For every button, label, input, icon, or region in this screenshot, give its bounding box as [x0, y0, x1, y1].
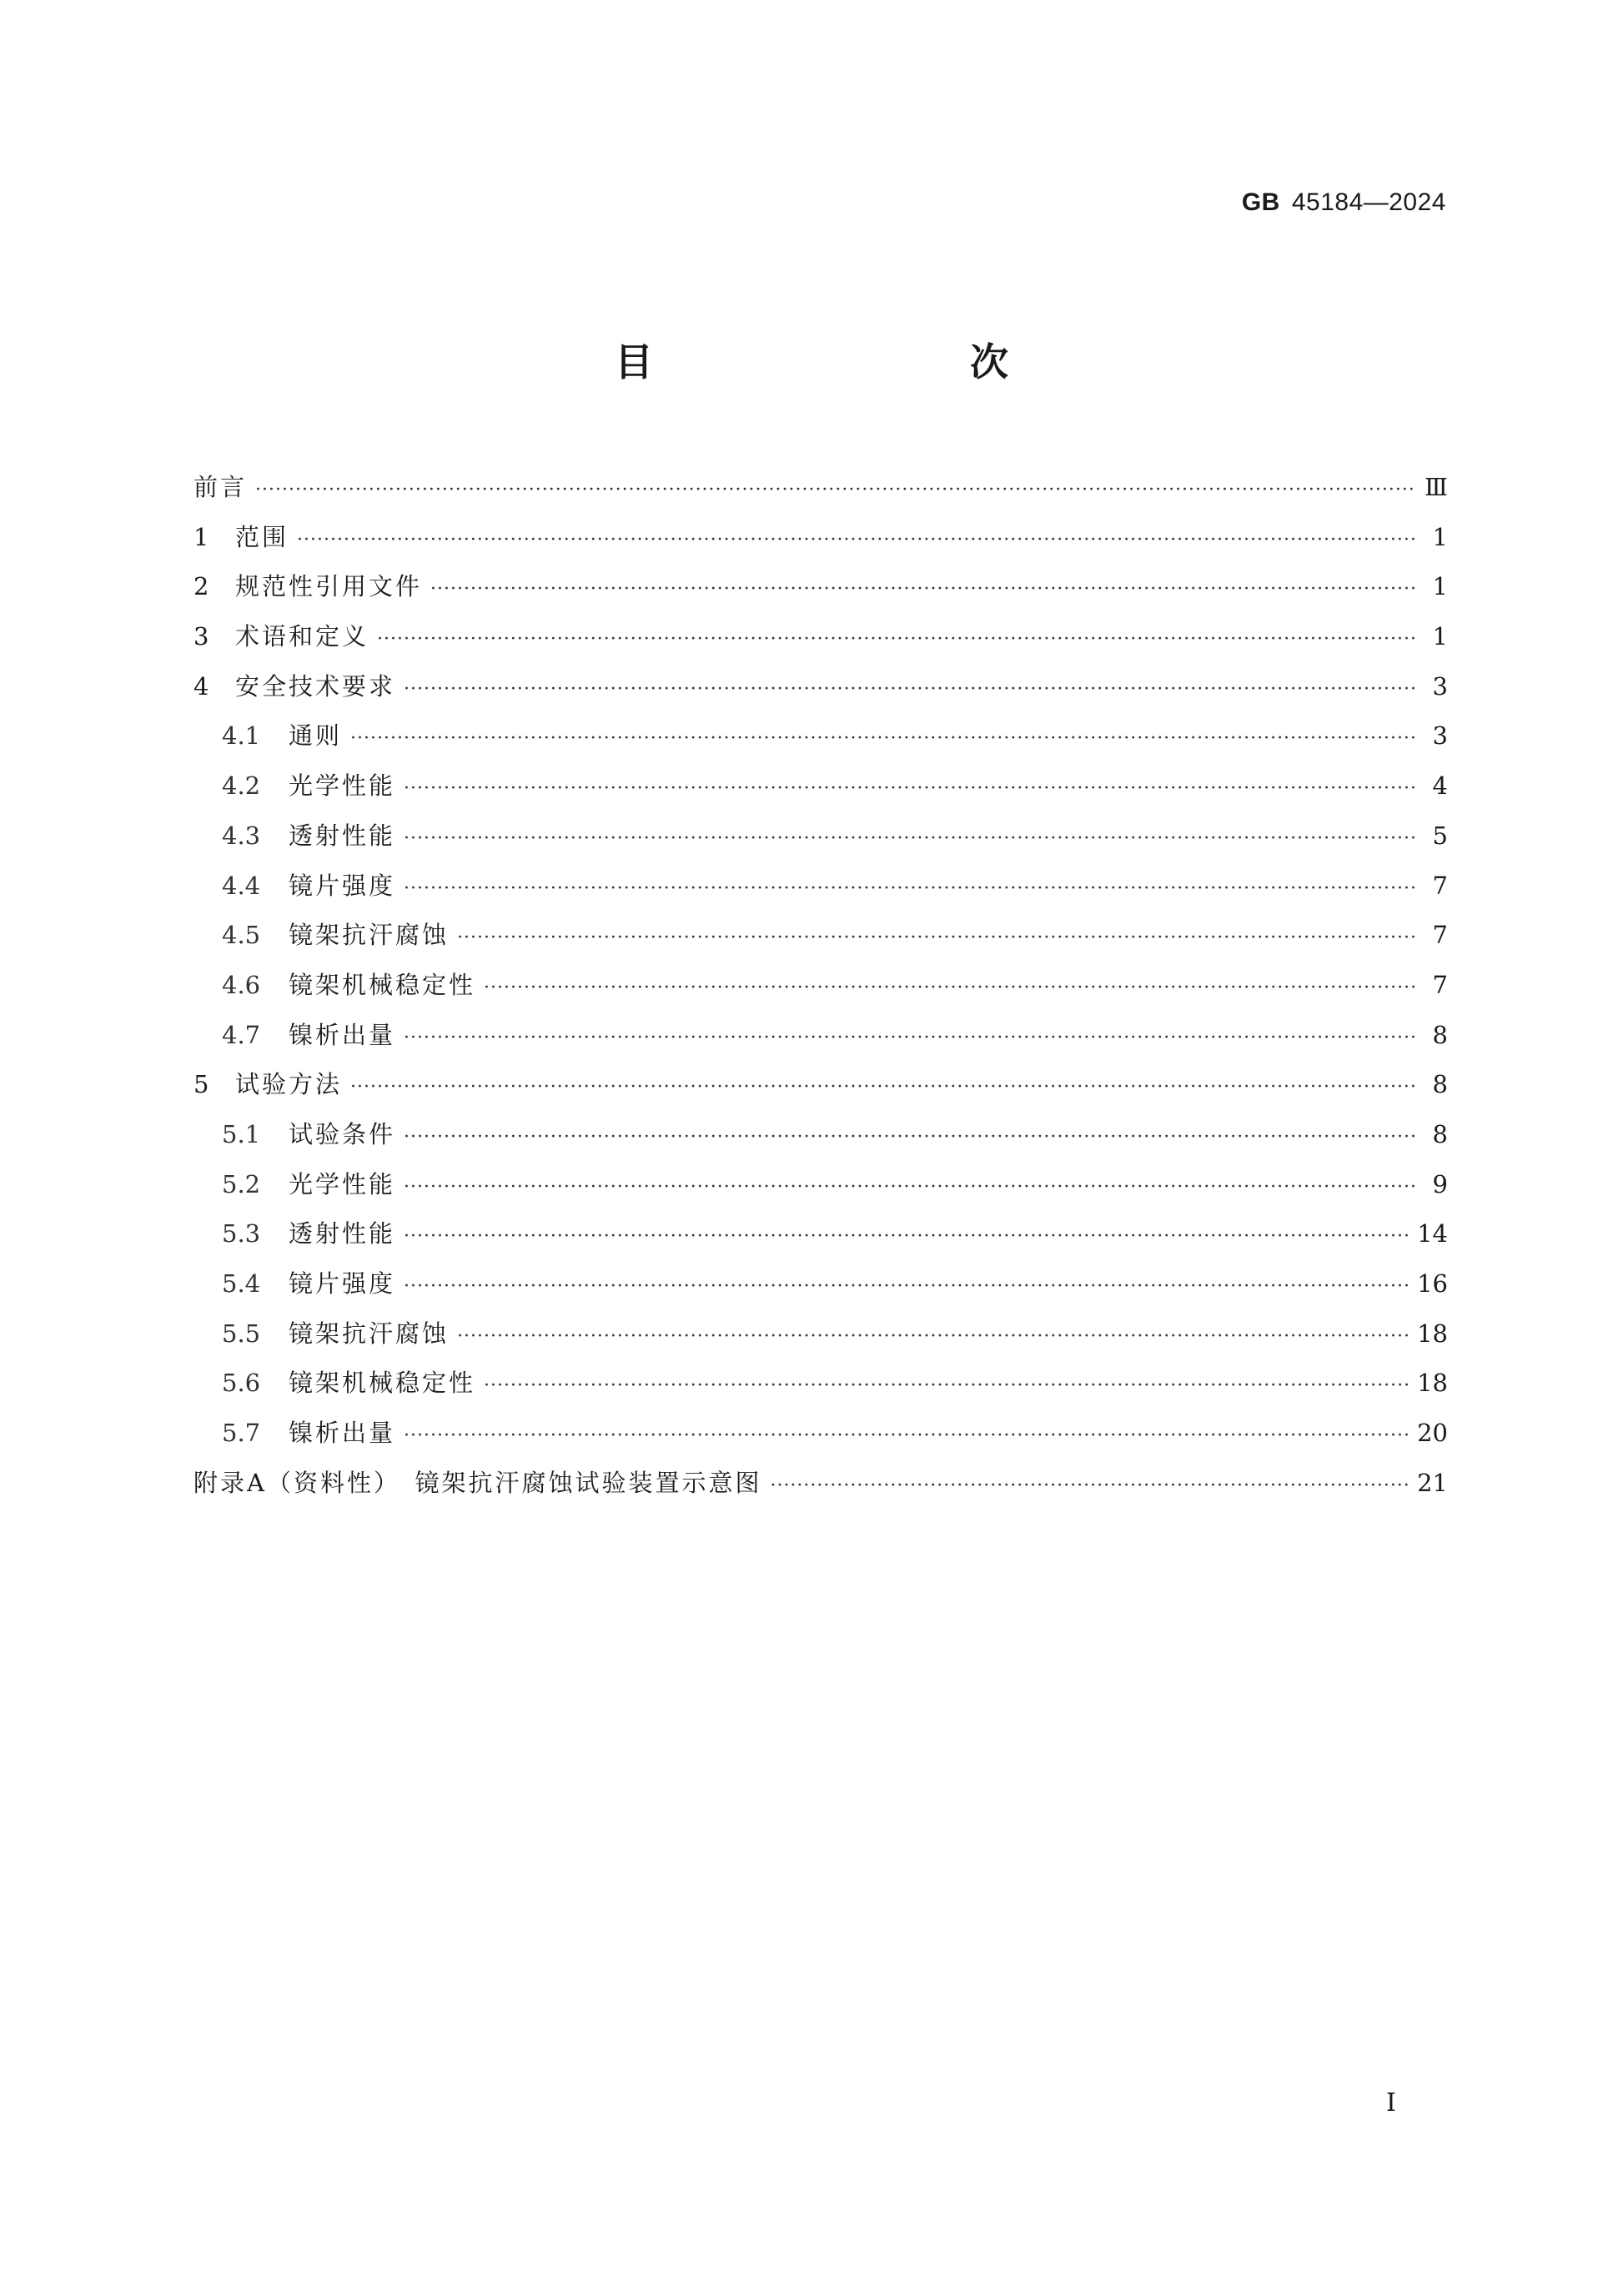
toc-entry[interactable] — [193, 612, 1448, 662]
table-of-contents — [193, 463, 1448, 1508]
toc-entry-label: 通则 — [289, 721, 343, 751]
toc-entry-page: 18 — [1417, 1369, 1448, 1398]
toc-dot-leader — [457, 913, 1414, 963]
toc-entry-label: 试验条件 — [289, 1119, 396, 1148]
toc-entry[interactable] — [193, 1259, 1448, 1309]
toc-entry[interactable] — [193, 1359, 1448, 1409]
page-number: Ⅰ — [1386, 2088, 1396, 2118]
toc-entry[interactable] — [193, 862, 1448, 912]
toc-entry-label: 镜片强度 — [289, 871, 396, 900]
toc-entry-label: 镜架抗汗腐蚀 — [289, 921, 450, 950]
toc-entry-number: 4.4 — [222, 871, 261, 900]
toc-dot-leader — [255, 465, 1414, 515]
toc-dot-leader — [404, 1262, 1409, 1312]
toc-entry-label: 光学性能 — [289, 1169, 396, 1198]
toc-entry-page: 16 — [1417, 1269, 1448, 1298]
toc-entry-page: 1 — [1432, 572, 1448, 601]
toc-entry-page: 8 — [1432, 1119, 1448, 1148]
toc-dot-leader — [770, 1461, 1409, 1511]
toc-dot-leader — [430, 565, 1414, 615]
toc-entry-number: 4.3 — [222, 821, 261, 850]
toc-entry-label: 试验方法 — [235, 1070, 343, 1099]
standard-number: 45184—2024 — [1291, 188, 1446, 216]
toc-entry[interactable] — [193, 1209, 1448, 1259]
toc-entry-label: 安全技术要求 — [235, 671, 396, 701]
toc-entry-number: 5.5 — [222, 1319, 261, 1348]
toc-entry-number: 4.1 — [222, 721, 261, 751]
toc-dot-leader — [404, 1212, 1409, 1262]
toc-entry-page: 8 — [1432, 1070, 1448, 1099]
toc-entry-page: 1 — [1432, 522, 1448, 551]
toc-entry[interactable] — [193, 463, 1448, 513]
toc-entry[interactable] — [193, 1060, 1448, 1110]
toc-entry-number: 3 — [193, 622, 209, 651]
toc-entry-label: 规范性引用文件 — [235, 572, 423, 601]
toc-entry[interactable] — [193, 811, 1448, 862]
toc-entry[interactable] — [193, 761, 1448, 811]
toc-entry[interactable] — [193, 513, 1448, 563]
toc-entry-page: 21 — [1417, 1468, 1448, 1497]
toc-entry-page: 3 — [1432, 721, 1448, 751]
toc-dot-leader — [297, 515, 1414, 565]
toc-entry-page: 14 — [1417, 1219, 1448, 1248]
toc-entry-page: 5 — [1432, 821, 1448, 850]
toc-entry-label: 镍析出量 — [289, 1419, 396, 1448]
toc-dot-leader — [484, 1361, 1409, 1411]
toc-dot-leader — [350, 714, 1414, 764]
standard-code — [1242, 188, 1446, 217]
toc-entry-label: 透射性能 — [289, 1219, 396, 1248]
toc-entry-label: 前言 — [193, 473, 248, 501]
toc-entry-number: 5.1 — [222, 1119, 261, 1148]
toc-entry[interactable] — [193, 711, 1448, 761]
toc-entry-label: 镜架机械稳定性 — [289, 970, 476, 999]
toc-entry-label: 镜片强度 — [289, 1269, 396, 1298]
toc-entry-page: 1 — [1432, 622, 1448, 651]
toc-dot-leader — [350, 1063, 1414, 1113]
toc-dot-leader — [404, 665, 1414, 715]
toc-entry-page: 9 — [1432, 1169, 1448, 1198]
toc-dot-leader — [404, 1113, 1414, 1163]
toc-entry-label: 术语和定义 — [235, 622, 369, 651]
toc-entry-number: 4.5 — [222, 921, 261, 950]
toc-entry-number: 5.3 — [222, 1219, 261, 1248]
toc-entry-number: 4.2 — [222, 771, 261, 801]
toc-entry[interactable] — [193, 562, 1448, 612]
toc-entry-number: 5.4 — [222, 1269, 261, 1298]
toc-dot-leader — [404, 764, 1414, 814]
toc-entry-number: 2 — [193, 572, 209, 601]
toc-entry-label: 镍析出量 — [289, 1020, 396, 1049]
toc-entry[interactable] — [193, 1110, 1448, 1160]
standard-prefix: GB — [1241, 188, 1280, 216]
toc-dot-leader — [404, 1163, 1414, 1213]
toc-entry-label: 镜架抗汗腐蚀 — [289, 1319, 450, 1348]
toc-entry-label: 范围 — [235, 522, 289, 551]
toc-entry[interactable] — [193, 1409, 1448, 1459]
toc-dot-leader — [404, 1013, 1414, 1063]
toc-dot-leader — [484, 963, 1414, 1013]
toc-entry-page: 7 — [1432, 970, 1448, 999]
toc-dot-leader — [404, 864, 1414, 914]
toc-entry-number: 4.7 — [222, 1020, 261, 1049]
toc-dot-leader — [404, 814, 1414, 864]
toc-entry-number: 5 — [193, 1070, 209, 1099]
toc-entry-label: 光学性能 — [289, 771, 396, 801]
toc-dot-leader — [457, 1312, 1409, 1362]
toc-entry-number: 5.2 — [222, 1169, 261, 1198]
toc-entry-page: 18 — [1417, 1319, 1448, 1348]
toc-entry-number: 5.6 — [222, 1369, 261, 1398]
page-title: 目 次 — [615, 339, 1088, 384]
toc-entry-number: 4.6 — [222, 970, 261, 999]
toc-entry[interactable] — [193, 662, 1448, 712]
toc-entry[interactable] — [193, 1160, 1448, 1210]
toc-entry[interactable] — [193, 911, 1448, 961]
toc-entry-label: 透射性能 — [289, 821, 396, 850]
toc-entry-page: 4 — [1432, 771, 1448, 801]
toc-entry-number: 1 — [193, 522, 209, 551]
toc-entry-number: 5.7 — [222, 1419, 261, 1448]
toc-entry[interactable] — [193, 1011, 1448, 1061]
toc-entry-label: 附录A（资料性） 镜架抗汗腐蚀试验装置示意图 — [193, 1468, 762, 1497]
toc-entry[interactable] — [193, 1309, 1448, 1359]
toc-entry-page: 3 — [1432, 671, 1448, 701]
toc-dot-leader — [404, 1411, 1409, 1461]
toc-dot-leader — [377, 615, 1414, 665]
toc-entry-page: 20 — [1417, 1419, 1448, 1448]
toc-entry-page: 8 — [1432, 1020, 1448, 1049]
toc-entry-number: 4 — [193, 671, 209, 701]
toc-entry-page: Ⅲ — [1425, 473, 1448, 501]
toc-entry-page: 7 — [1432, 871, 1448, 900]
toc-entry[interactable] — [193, 1459, 1448, 1509]
toc-entry-page: 7 — [1432, 921, 1448, 950]
toc-entry-label: 镜架机械稳定性 — [289, 1369, 476, 1398]
toc-entry[interactable] — [193, 961, 1448, 1011]
